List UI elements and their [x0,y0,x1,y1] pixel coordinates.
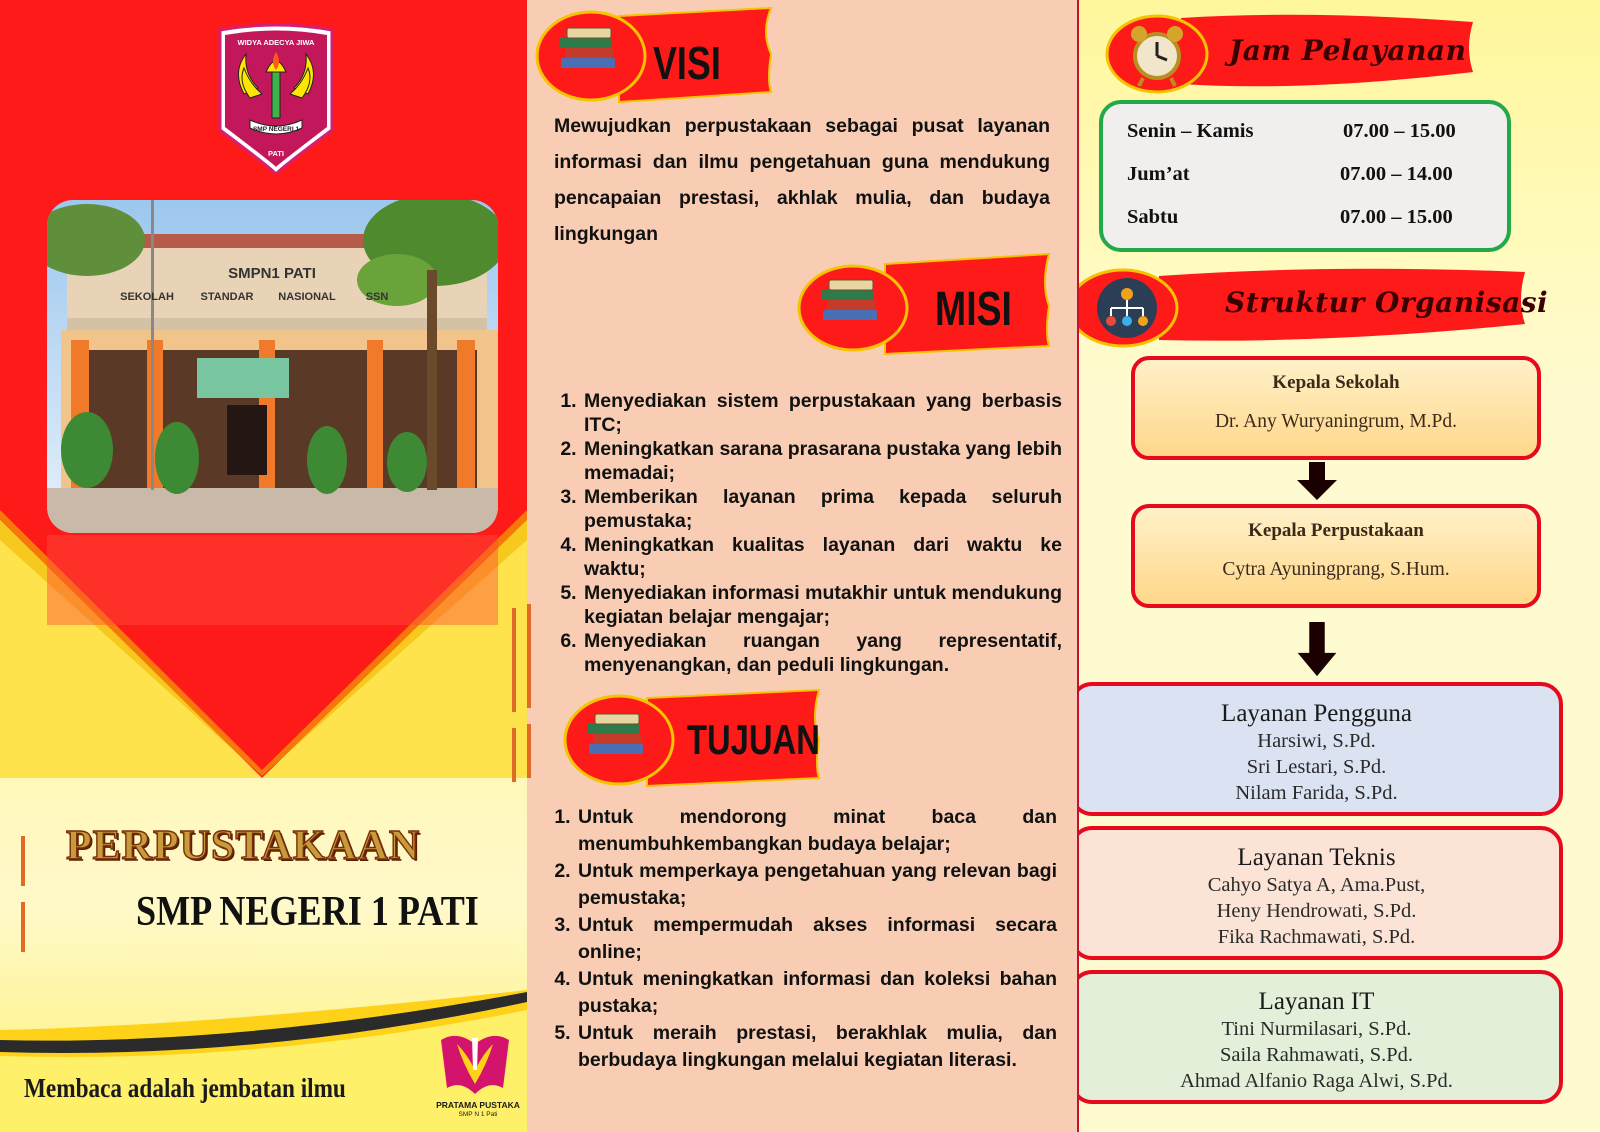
misi-heading: MISI [935,283,1012,336]
svg-text:SMP NEGERI 1: SMP NEGERI 1 [252,126,300,133]
arrow-down-icon [1295,462,1339,502]
hours-time: 07.00 – 14.00 [1340,163,1453,185]
visi-heading: VISI [653,37,721,89]
service-box-it [1079,970,1563,1104]
books-icon [559,28,615,68]
list-item: 4. Untuk meningkatkan informasi dan koleksi bahan pustaka; [576,966,1057,1020]
org-box-head [1131,356,1541,460]
hours-row [1127,206,1453,229]
org-name: Dr. Any Wuryaningrum, M.Pd. [1214,411,1458,432]
cover-subtitle: SMP NEGERI 1 PATI [136,889,479,935]
service-box-pengguna [1079,682,1563,816]
svg-text:WIDYA ADECYA JIWA: WIDYA ADECYA JIWA [237,38,315,47]
list-item: 2. Meningkatkan sarana prasarana pustaka yang lebih memadai; [582,437,1062,485]
hours-banner [1105,8,1477,98]
list-item: 2. Untuk memperkaya pengetahuan yang relevan bagi pemustaka; [576,858,1057,912]
list-item: 5. Untuk meraih prestasi, berakhlak mulia, dan berbudaya lingkungan melalui kegiatan literasi. [576,1020,1057,1074]
tujuan-list [543,804,1057,1074]
svg-text:SMPN1 PATI: SMPN1 PATI [228,265,316,282]
school-crest-logo [214,22,338,178]
hours-day: Senin – Kamis [1127,120,1254,142]
org-chart-icon [1097,278,1157,338]
list-item: 4. Meningkatkan kualitas layanan dari waktu ke waktu; [582,533,1062,581]
tujuan-banner [563,690,823,794]
decor-bar-right-bottom [512,728,516,782]
books-icon [587,714,643,754]
misi-banner [797,254,1053,358]
footer-logo-name: PRATAMA PUSTAKA [436,1100,520,1110]
info-panel [1079,0,1600,1132]
service-member: Harsiwi, S.Pd. [1257,730,1376,752]
hours-row [1127,163,1453,186]
books-icon [821,280,877,320]
motto-text: Membaca adalah jembatan ilmu [24,1073,346,1103]
service-member: Ahmad Alfanio Raga Alwi, S.Pd. [1180,1070,1453,1092]
org-name: Cytra Ayuningprang, S.Hum. [1222,559,1450,580]
org-role: Kepala Sekolah [1272,372,1400,393]
service-member: Fika Rachmawati, S.Pd. [1217,926,1416,948]
list-item: 3. Memberikan layanan prima kepada seluruh pemustaka; [582,485,1062,533]
service-member: Heny Hendrowati, S.Pd. [1216,900,1417,922]
hours-row [1127,120,1456,143]
org-box-librarian [1131,504,1541,608]
service-member: Cahyo Satya A, Ama.Pust, [1207,874,1426,896]
service-member: Sri Lestari, S.Pd. [1246,756,1387,778]
cover-title: PERPUSTAKAAN [66,823,421,869]
service-box-teknis [1079,826,1563,960]
svg-text:STANDAR: STANDAR [200,291,254,303]
list-item: 6. Menyediakan ruangan yang representatif, menyenangkan, dan peduli lingkungan. [582,629,1062,677]
service-title: Layanan IT [1258,988,1375,1015]
service-title: Layanan Pengguna [1221,700,1412,727]
list-item: 3. Untuk mempermudah akses informasi secara online; [576,912,1057,966]
hours-heading: Jam Pelayanan [1229,34,1467,67]
footer-logo-subtitle: SMP N 1 Pati [458,1111,498,1118]
decor-bar-right-top [512,608,516,712]
school-building-photo [47,200,498,533]
arrow-down-icon [1295,622,1339,680]
hours-box [1099,100,1511,252]
misi-list [549,389,1062,677]
list-item: 5. Menyediakan informasi mutakhir untuk mendukung kegiatan belajar mengajar; [582,581,1062,629]
service-member: Nilam Farida, S.Pd. [1235,782,1398,804]
visi-text: Mewujudkan perpustakaan sebagai pusat layanan informasi dan ilmu pengetahuan guna mendukung pencapaian prestasi, akhlak mulia, dan budaya lingkungan [554,115,1050,245]
list-item: 1. Untuk mendorong minat baca dan menumbuhkembangkan budaya belajar; [576,804,1057,858]
svg-text:SSN: SSN [365,291,389,303]
decor-bars [527,590,535,780]
visi-misi-panel [527,0,1077,1132]
svg-text:SEKOLAH: SEKOLAH [120,291,174,303]
service-title: Layanan Teknis [1237,844,1396,871]
decor-bar-left-top [21,836,25,886]
cover-panel [0,0,527,1132]
org-heading: Struktur Organisasi [1225,286,1549,319]
visi-banner [535,6,775,106]
book-pen-logo-icon [437,1030,513,1100]
svg-text:PATI: PATI [268,149,284,158]
decor-bar-left-bottom [21,902,25,952]
hours-time: 07.00 – 15.00 [1343,120,1456,142]
service-member: Tini Nurmilasari, S.Pd. [1221,1018,1412,1040]
hours-time: 07.00 – 15.00 [1340,206,1453,228]
list-item: 1. Menyediakan sistem perpustakaan yang berbasis ITC; [582,389,1062,437]
hours-day: Jum’at [1127,163,1190,185]
hours-day: Sabtu [1127,206,1179,228]
org-banner [1079,264,1549,348]
svg-text:NASIONAL: NASIONAL [278,291,336,303]
service-member: Saila Rahmawati, S.Pd. [1219,1044,1414,1066]
org-role: Kepala Perpustakaan [1248,520,1424,541]
tujuan-heading: TUJUAN [687,716,820,763]
